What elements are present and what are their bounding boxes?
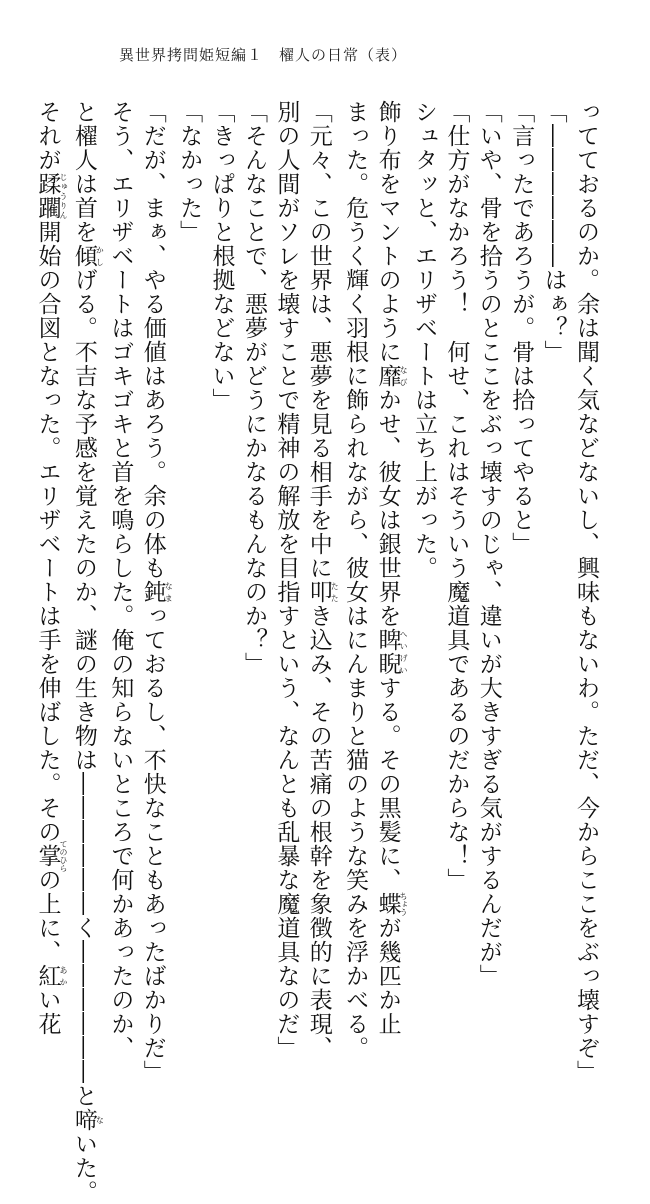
- text-line-12: 「きっぱりと根拠などない」: [208, 100, 235, 412]
- text-segment: いた。: [70, 1132, 97, 1204]
- text-line-14: [136, 100, 174, 1084]
- ruby-word: 傾かし: [70, 244, 105, 268]
- text-line-16: [68, 100, 105, 1204]
- text-line-15: そう、エリザベートはゴキゴキと首を鳴らした。俺の知らないところで何かあったのか、: [107, 100, 134, 1060]
- text-line-8: まった。危うく輝く羽根に飾られながら、彼女はにんまりと猫のような笑みを浮かべる。: [342, 100, 369, 1060]
- text-line-1: ってておるのか。余は聞く気などないし、興味もないわ。ただ、今からここをぶっ壊すぞ」: [573, 100, 599, 1084]
- ruby-word: 蝶ちょう: [374, 892, 409, 916]
- ruby-word: 蹂躙じゅうりん: [34, 172, 68, 220]
- text-segment: 「元々、この世界は、悪夢を見る相手を中に: [305, 100, 332, 580]
- text-segment: する。その黒髪に、: [374, 676, 401, 892]
- text-segment: の上に、: [34, 868, 61, 964]
- text-segment: かせ、彼女は銀世界を: [374, 388, 401, 628]
- text-segment: い花: [34, 988, 61, 1036]
- ruby-word: 靡なび: [374, 364, 409, 388]
- text-line-10: 別の人間がソレを壊すことで精神の解放を目指すという、なんとも乱暴な魔道具なのだ」: [273, 100, 300, 1060]
- text-segment: 開始の合図となった。エリザベートは手を伸ばした。その: [34, 220, 61, 844]
- ruby-word: 紅あか: [34, 964, 68, 988]
- text-segment: 「だが、まぁ、やる価値はあろう。余の体も: [139, 100, 166, 580]
- ruby-word: 鈍なま: [139, 580, 174, 604]
- ruby-word: 掌てのひら: [34, 840, 68, 872]
- text-segment: げる。不吉な予感を覚えたのか、謎の生き物は――――――く――――――と: [70, 268, 97, 1108]
- ruby-word: 叩たた: [305, 580, 340, 604]
- text-line-5: 「仕方がなかろう！ 何せ、これはそういう魔道具であるのだからな！」: [443, 100, 470, 892]
- text-line-2: 「――――――はぁ？」: [540, 100, 567, 364]
- text-line-9: [302, 100, 340, 1060]
- text-segment: それが: [34, 100, 61, 172]
- text-line-17: [31, 100, 68, 1036]
- text-segment: 飾り布をマントのように: [374, 100, 401, 364]
- ruby-word: 睥睨へいげい: [374, 628, 409, 676]
- text-line-4: 「いや、骨を拾うのとここをぶっ壊すのじゃ、違いが大きすぎる気がするんだが」: [475, 100, 502, 988]
- ruby-word: 啼な: [70, 1108, 105, 1132]
- novel-body-text: [34, 100, 602, 1204]
- text-segment: と櫂人は首を: [70, 100, 97, 244]
- text-segment: が幾匹か止: [374, 916, 401, 1036]
- text-line-6: シュタッと、エリザベートは立ち上がった。: [410, 100, 437, 580]
- text-line-13: 「なかった」: [176, 100, 203, 244]
- text-line-7: [371, 100, 409, 1036]
- text-line-11: 「そんなことで、悪夢がどうにかなるもんなのか？」: [240, 100, 267, 676]
- running-header: 異世界拷問姫短編１ 櫂人の日常（表）: [119, 46, 408, 64]
- text-segment: き込み、その苦痛の根幹を象徴的に表現、: [305, 604, 332, 1060]
- text-line-3: 「言ったであろうが。骨は拾ってやると」: [508, 100, 535, 556]
- text-segment: っておるし、不快なこともあったばかりだ」: [139, 604, 166, 1084]
